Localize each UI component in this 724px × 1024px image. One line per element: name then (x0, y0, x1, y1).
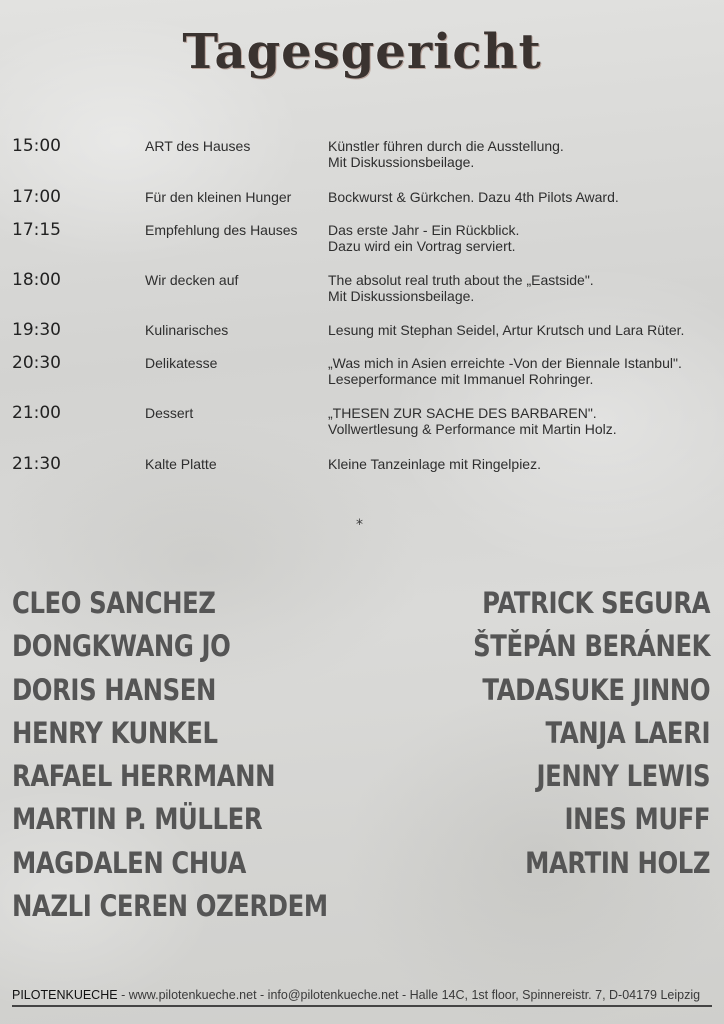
artist-name: ŠTĚPÁN BERÁNEK (473, 629, 710, 664)
artist-name: MARTIN HOLZ (525, 845, 710, 880)
description-line: Mit Diskussionsbeilage. (328, 288, 475, 304)
artist-column-left (12, 582, 388, 928)
schedule-description (328, 138, 564, 170)
artist-name: RAFAEL HERRMANN (12, 759, 276, 794)
schedule-category: Dessert (145, 405, 194, 421)
schedule-time: 21:30 (12, 454, 61, 474)
schedule-category: ART des Hauses (145, 138, 251, 154)
schedule-description (328, 322, 684, 338)
footer (12, 988, 712, 1002)
description-line: Leseperformance mit Immanuel Rohringer. (328, 371, 594, 387)
artist-column-right (428, 582, 710, 885)
schedule-time: 19:30 (12, 320, 61, 340)
footer-brand: PILOTENKUECHE (12, 988, 118, 1002)
footer-contact: - www.pilotenkueche.net - info@pilotenkueche.net - Halle 14C, 1st floor, Spinnereistr. 7, D-04179 Leipzig (117, 988, 701, 1002)
artist-name: JENNY LEWIS (536, 759, 710, 794)
artist-name: DORIS HANSEN (12, 672, 216, 707)
description-line: Das erste Jahr - Ein Rückblick. (328, 222, 520, 238)
schedule-category: Kulinarisches (145, 322, 229, 338)
schedule-category: Wir decken auf (145, 272, 239, 288)
schedule-time: 17:00 (12, 187, 61, 207)
artist-name: CLEO SANCHEZ (12, 586, 216, 620)
artist-name: PATRICK SEGURA (482, 586, 710, 620)
artist-name: NAZLI CEREN OZERDEM (12, 889, 328, 924)
schedule-time: 18:00 (12, 270, 61, 290)
description-line: Lesung mit Stephan Seidel, Artur Krutsch und Lara Rüter. (328, 322, 685, 338)
description-line: Künstler führen durch die Ausstellung. (328, 138, 564, 154)
schedule-category: Kalte Platte (145, 456, 217, 472)
description-line: „Was mich in Asien erreichte -Von der Biennale Istanbul". (328, 355, 682, 371)
schedule-description (328, 272, 594, 304)
schedule-time: 21:00 (12, 403, 61, 423)
schedule-time: 17:15 (12, 220, 61, 240)
schedule-category: Empfehlung des Hauses (145, 222, 298, 238)
description-line: Bockwurst & Gürkchen. Dazu 4th Pilots Award. (328, 189, 619, 205)
schedule-description (328, 405, 617, 437)
footer-divider (12, 1005, 712, 1007)
schedule-description (328, 222, 519, 254)
page-title: Tagesgericht (182, 24, 542, 80)
schedule-description (328, 189, 619, 205)
description-line: Mit Diskussionsbeilage. (328, 154, 475, 170)
description-line: Vollwertlesung & Performance mit Martin Holz. (328, 421, 617, 437)
schedule-category: Für den kleinen Hunger (145, 189, 292, 205)
artist-name: DONGKWANG JO (12, 629, 231, 664)
schedule-description (328, 355, 682, 387)
schedule-description (328, 456, 541, 472)
schedule-category: Delikatesse (145, 355, 218, 371)
description-line: Kleine Tanzeinlage mit Ringelpiez. (328, 456, 541, 472)
separator-star: * (356, 517, 363, 533)
artist-name: MAGDALEN CHUA (12, 845, 246, 880)
artist-name: HENRY KUNKEL (12, 715, 218, 750)
artist-name: INES MUFF (564, 802, 710, 837)
description-line: Dazu wird ein Vortrag serviert. (328, 238, 516, 254)
artist-name: TADASUKE JINNO (482, 672, 710, 707)
artist-name: TANJA LAERI (545, 715, 710, 750)
artist-name: MARTIN P. MÜLLER (12, 802, 263, 837)
schedule-time: 20:30 (12, 353, 61, 373)
schedule-time: 15:00 (12, 136, 61, 156)
description-line: The absolut real truth about the „Eastside". (328, 272, 594, 288)
description-line: „THESEN ZUR SACHE DES BARBAREN". (328, 405, 597, 421)
